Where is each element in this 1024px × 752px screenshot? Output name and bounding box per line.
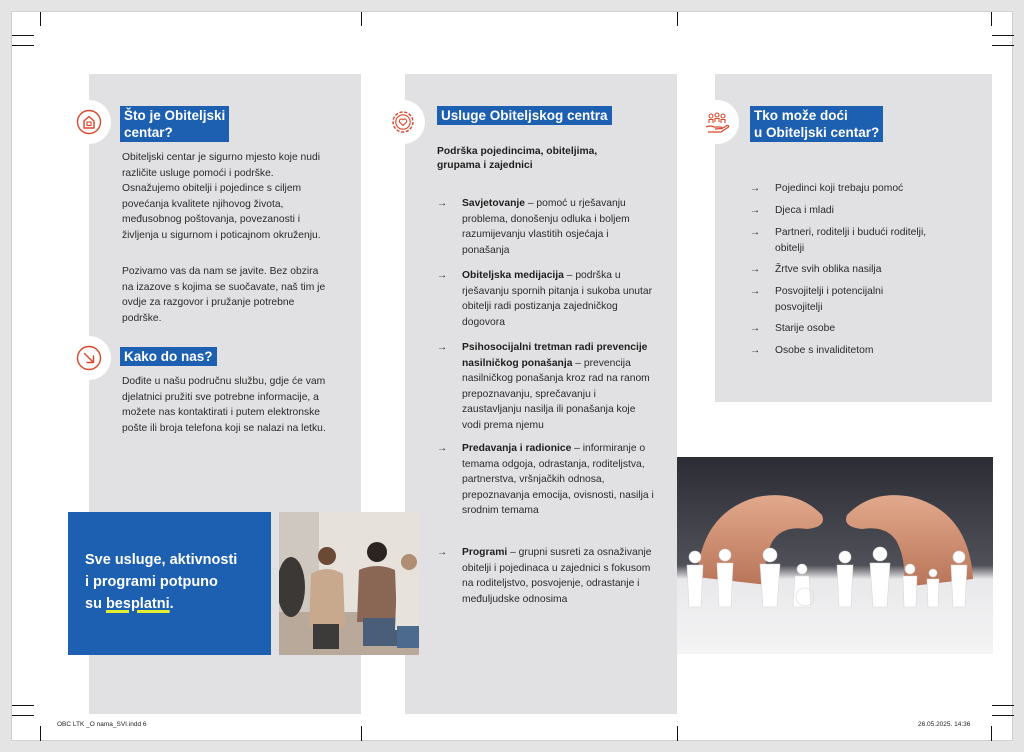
arrow-right-icon: → bbox=[750, 345, 761, 356]
howto-paragraph: Dođite u našu područnu službu, gdje će vam djelatnici pružiti sve potrebne informacije, a možete nas kontaktirati i putem elektronske pošte ili broja telefona koji se nalazi na letku. bbox=[122, 376, 326, 434]
who-list-item: → Osobe s invaliditetom bbox=[750, 343, 950, 359]
arrow-right-icon: → bbox=[437, 342, 448, 353]
hands-family-photo bbox=[677, 457, 993, 654]
arrow-down-right-icon bbox=[67, 336, 111, 380]
crop-mark bbox=[40, 12, 41, 26]
who-list-item: → Pojedinci koji trebaju pomoć bbox=[750, 181, 950, 197]
who-list-item: → Partneri, roditelji i budući roditelji, obitelji bbox=[750, 227, 927, 254]
who-heading: Tko može doći u Obiteljski centar? bbox=[750, 106, 883, 142]
hand-people-icon bbox=[695, 100, 739, 144]
crop-mark bbox=[361, 12, 362, 26]
who-list-item: → Posvojitelji i potencijalni posvojitelji bbox=[750, 286, 884, 313]
crop-mark bbox=[12, 715, 34, 716]
service-item: → Programi – grupni susreti za osnaživanje obitelji i pojedinaca u zajednici s fokusom na roditeljstvo, posvojenje, odrastanje i međuljudske odnosima bbox=[437, 547, 652, 605]
crop-mark bbox=[992, 715, 1014, 716]
arrow-right-icon: → bbox=[437, 547, 448, 558]
crop-mark bbox=[12, 705, 34, 706]
free-services-text: Sve usluge, aktivnosti i programi potpuno su besplatni. bbox=[85, 552, 238, 612]
footer-date: 26.05.2025. 14:36 bbox=[918, 721, 971, 728]
crop-mark bbox=[12, 35, 34, 36]
group-session-photo bbox=[279, 512, 419, 655]
service-item: → Savjetovanje – pomoć u rješavanju problema, donošenju odluka i boljem razumijevanju vlastitih osjećaja i ponašanja bbox=[437, 198, 630, 256]
crop-mark bbox=[677, 12, 678, 26]
arrow-right-icon: → bbox=[750, 323, 761, 334]
crop-mark bbox=[991, 12, 992, 26]
arrow-right-icon: → bbox=[437, 443, 448, 454]
service-item: → Predavanja i radionice – informiranje o temama odgoja, odrastanja, roditeljstva, partnerstva, vršnjačkih odnosa, prepoznavanja emocija, ovisnosti, nasilja i srodnim temama bbox=[437, 443, 654, 517]
free-services-box bbox=[68, 512, 271, 655]
services-subtitle: Podrška pojedincima, obiteljima, grupama i zajednici bbox=[437, 146, 598, 171]
howto-heading: Kako do nas? bbox=[120, 347, 217, 366]
about-invite-paragraph: Pozivamo vas da nam se javite. Bez obzira na izazove s kojima se suočavate, naš tim je ovdje za razgovor i pružanje potrebne podrške. bbox=[122, 266, 326, 324]
arrow-right-icon: → bbox=[437, 270, 448, 281]
footer-filename: OBC LTK _O nama_SVI.indd 6 bbox=[57, 721, 147, 728]
who-list-item: → Djeca i mladi bbox=[750, 203, 950, 219]
crop-mark bbox=[992, 35, 1014, 36]
crop-mark bbox=[991, 726, 992, 741]
arrow-right-icon: → bbox=[750, 227, 761, 238]
who-list-item: → Starije osobe bbox=[750, 321, 950, 337]
crop-mark bbox=[992, 45, 1014, 46]
about-heading: Što je Obiteljski centar? bbox=[120, 106, 229, 142]
about-paragraph: Obiteljski centar je sigurno mjesto koje nudi različite usluge pomoći i podrške. Osnažujemo obitelji i pojedince s ciljem povećanja kvalitete njihovog života, međusobnog poštovanja, povezanosti i življenja u sigurnom i poticajnom okruženju. bbox=[122, 152, 321, 241]
arrow-right-icon: → bbox=[750, 205, 761, 216]
crop-mark bbox=[40, 726, 41, 741]
service-item: → Psihosocijalni tretman radi prevencije nasilničkog ponašanja – prevencija nasilničkog ponašanja kroz rad na ranom prepoznavanju, sprečavanju i zaustavljanju nasilja ili ponašanja koje vodi prema njemu bbox=[437, 342, 650, 431]
who-list-item: → Žrtve svih oblika nasilja bbox=[750, 262, 950, 278]
arrow-right-icon: → bbox=[437, 198, 448, 209]
crop-mark bbox=[12, 45, 34, 46]
service-item: → Obiteljska medijacija – podrška u rješavanju spornih pitanja i sukoba unutar obitelji radi postizanja zajedničkog dogovora bbox=[437, 270, 653, 328]
arrow-right-icon: → bbox=[750, 264, 761, 275]
services-heading: Usluge Obiteljskog centra bbox=[437, 106, 612, 125]
arrow-right-icon: → bbox=[750, 183, 761, 194]
arrow-right-icon: → bbox=[750, 286, 761, 297]
crop-mark bbox=[992, 705, 1014, 706]
crop-mark bbox=[677, 726, 678, 741]
crop-mark bbox=[361, 726, 362, 741]
house-icon bbox=[67, 100, 111, 144]
gear-heart-icon bbox=[381, 100, 425, 144]
